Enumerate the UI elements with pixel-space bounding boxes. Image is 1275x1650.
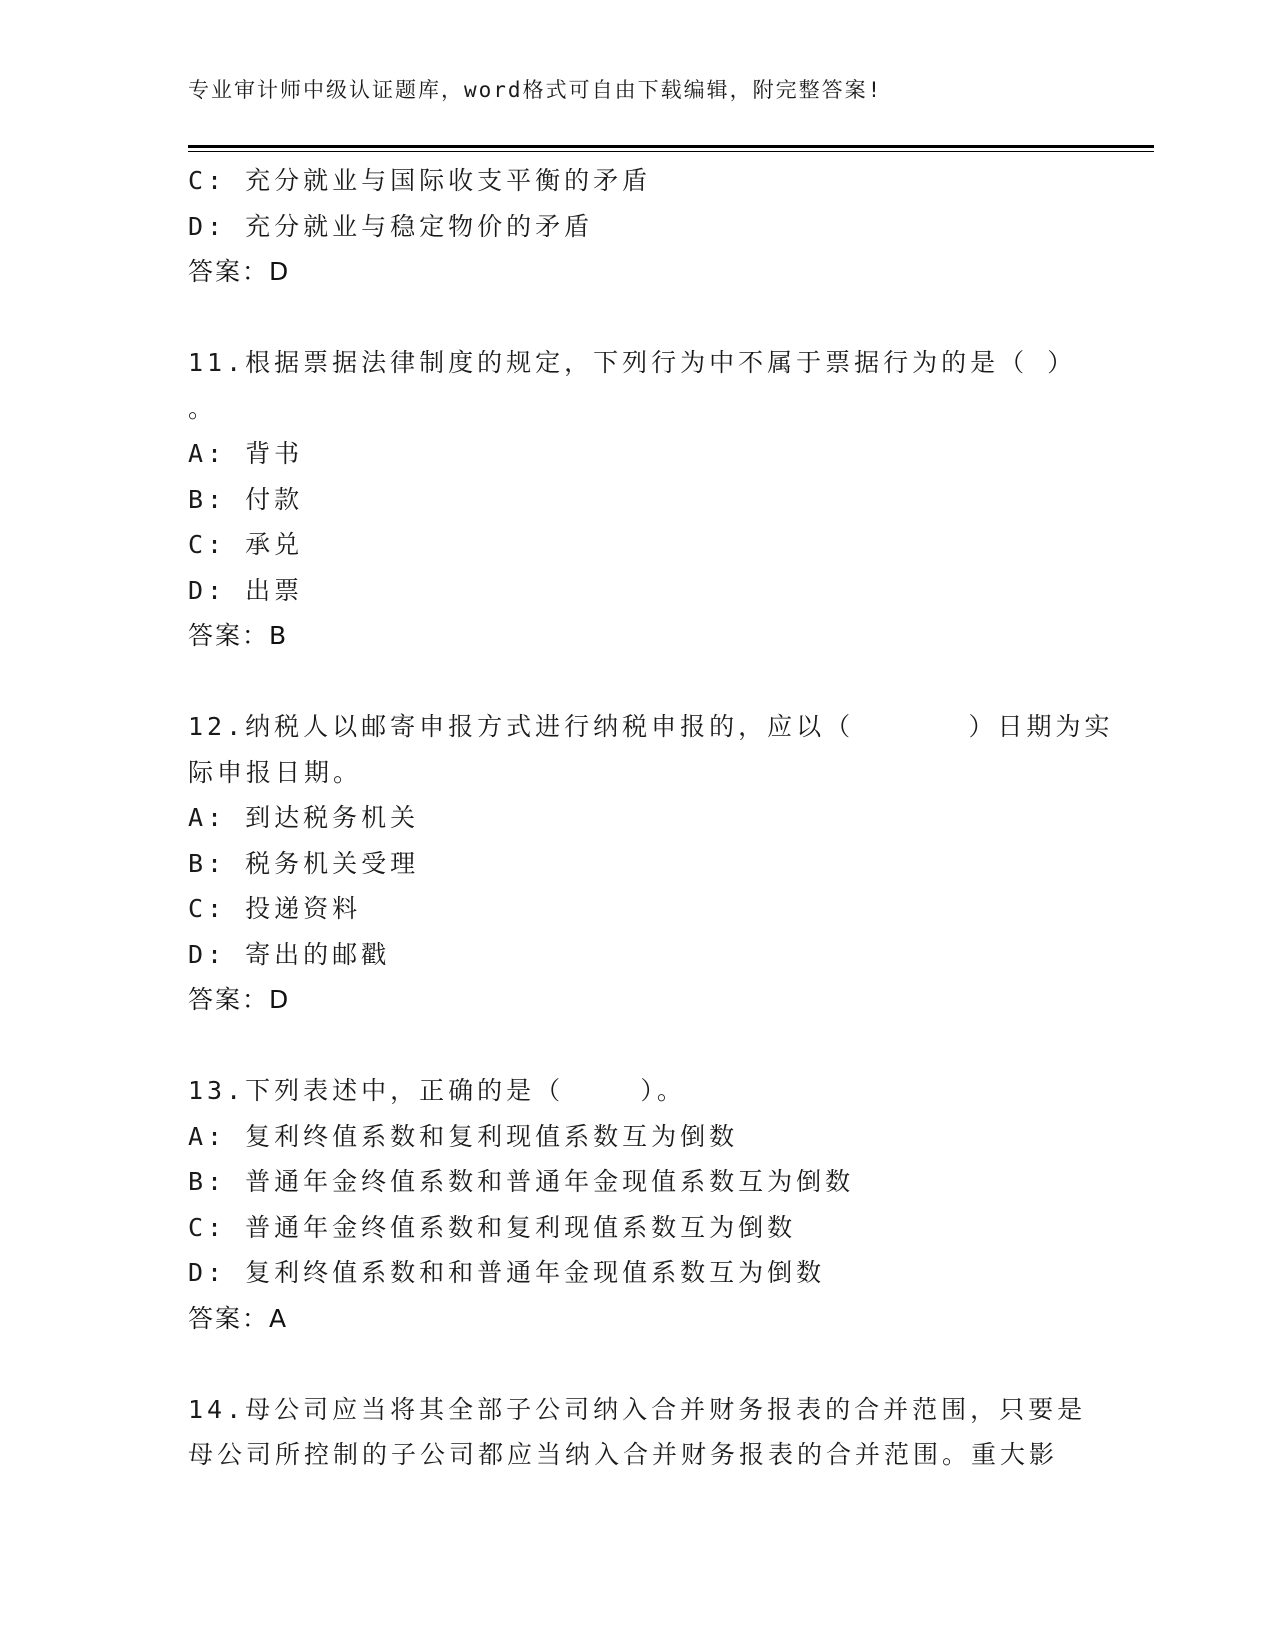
q11-stem-line1: 11.根据票据法律制度的规定，下列行为中不属于票据行为的是（ ） — [188, 348, 1077, 377]
q12-option-b: B: 税务机关受理 — [188, 848, 420, 878]
q10-option-d: D: 充分就业与稳定物价的矛盾 — [188, 211, 594, 241]
q13-option-d: D: 复利终值系数和和普通年金现值系数互为倒数 — [188, 1258, 826, 1287]
q11-option-a: A: 背书 — [188, 439, 304, 468]
spacer — [188, 1023, 1068, 1069]
q12-option-d: D: 寄出的邮戳 — [188, 939, 391, 969]
q13-stem-line1: 13.下列表述中，正确的是（ ）。 — [188, 1076, 686, 1105]
q12-option-c: C: 投递资料 — [188, 894, 362, 923]
q11-answer: 答案：B — [188, 621, 289, 650]
q13-option-a: A: 复利终值系数和复利现值系数互为倒数 — [188, 1121, 739, 1151]
spacer — [188, 295, 1068, 341]
q10-answer: 答案：D — [188, 257, 291, 286]
document-body — [188, 158, 1114, 1478]
q11-option-c: C: 承兑 — [188, 530, 304, 559]
page-header: 专业审计师中级认证题库，word格式可自由下载编辑，附完整答案! — [188, 78, 883, 102]
q11-option-d: D: 出票 — [188, 575, 304, 605]
header-rule-thin — [188, 151, 1154, 152]
q13-option-b: B: 普通年金终值系数和普通年金现值系数互为倒数 — [188, 1167, 855, 1196]
q12-option-a: A: 到达税务机关 — [188, 803, 420, 832]
q14-stem-line2: 母公司所控制的子公司都应当纳入合并财务报表的合并范围。重大影 — [188, 1440, 1059, 1469]
q12-answer: 答案：D — [188, 985, 291, 1014]
q13-option-c: C: 普通年金终值系数和复利现值系数互为倒数 — [188, 1212, 797, 1242]
q11-stem-line2: 。 — [188, 393, 218, 423]
spacer — [188, 1341, 1068, 1387]
q12-stem-line2: 际申报日期。 — [188, 757, 363, 787]
q14-stem-line1: 14.母公司应当将其全部子公司纳入合并财务报表的合并范围，只要是 — [188, 1394, 1087, 1424]
q10-option-c: C: 充分就业与国际收支平衡的矛盾 — [188, 166, 652, 195]
q13-answer: 答案：A — [188, 1303, 289, 1333]
header-rule-thick — [188, 145, 1154, 148]
spacer — [188, 659, 1068, 705]
q11-option-b: B: 付款 — [188, 484, 304, 514]
q12-stem-line1: 12.纳税人以邮寄申报方式进行纳税申报的，应以（ ）日期为实 — [188, 712, 1114, 741]
